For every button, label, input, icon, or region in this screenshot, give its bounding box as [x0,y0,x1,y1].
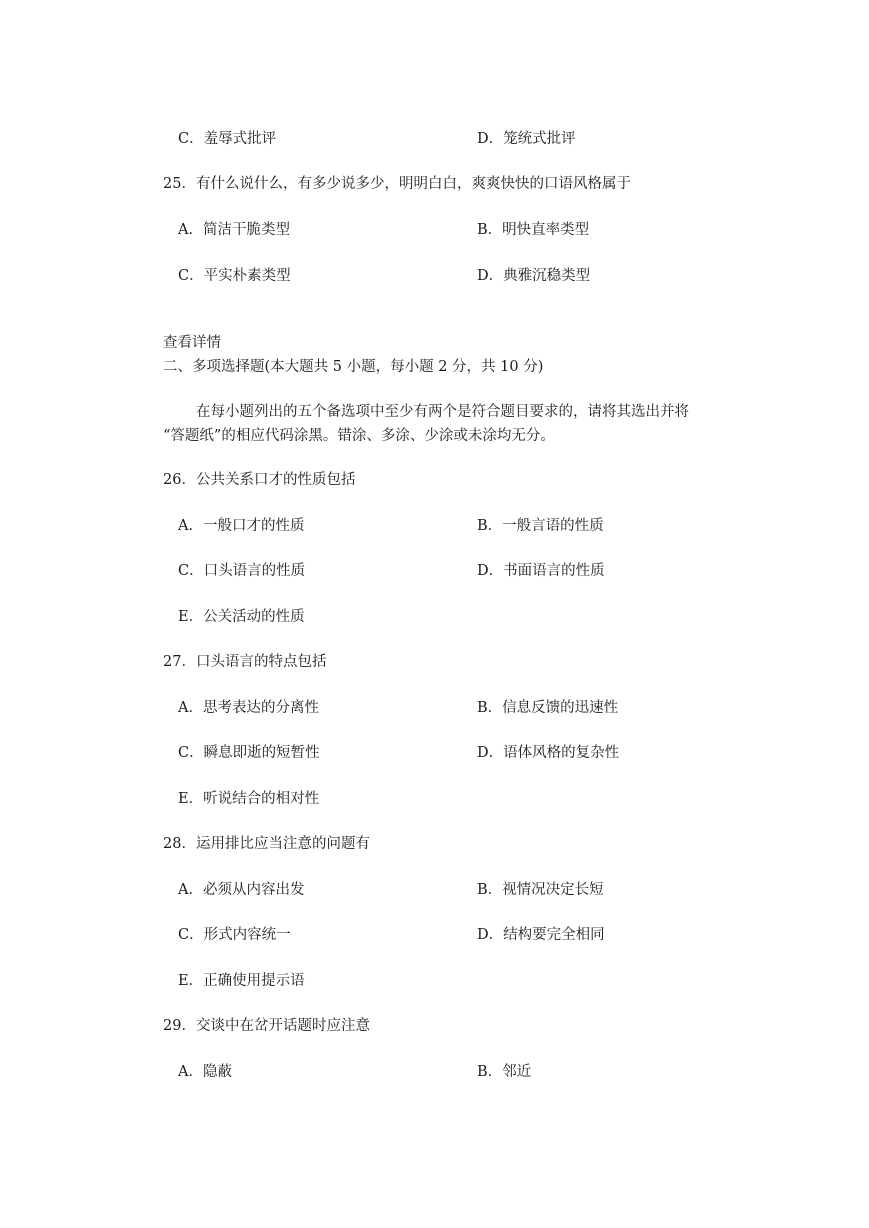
q26-option-b: B．一般言语的性质 [477,518,604,534]
q25-option-a: A．简洁干脆类型 [178,222,290,238]
q27-option-c: C．瞬息即逝的短暂性 [178,745,320,761]
option-d: D．笼统式批评 [477,131,576,147]
question-26-stem: 26．公共关系口才的性质包括 [163,472,356,488]
q28-option-d: D．结构要完全相同 [477,927,605,943]
q28-option-e: E．正确使用提示语 [178,973,305,989]
q27-option-d: D．语体风格的复杂性 [477,745,620,761]
q27-option-a: A．思考表达的分离性 [178,700,319,716]
q29-option-a: A．隐蔽 [178,1064,232,1080]
q29-option-b: B．邻近 [477,1064,532,1080]
q26-option-e: E．公关活动的性质 [178,609,305,625]
q27-option-b: B．信息反馈的迅速性 [477,700,619,716]
q27-option-e: E．听说结合的相对性 [178,791,320,807]
question-29-stem: 29．交谈中在岔开话题时应注意 [163,1018,370,1034]
q28-option-c: C．形式内容统一 [178,927,291,943]
q25-option-c: C．平实朴素类型 [178,268,291,284]
q26-option-c: C．口头语言的性质 [178,563,306,579]
question-28-stem: 28．运用排比应当注意的问题有 [163,836,370,852]
q26-option-d: D．书面语言的性质 [477,563,605,579]
q28-option-a: A．必须从内容出发 [178,882,305,898]
view-details-link[interactable]: 查看详情 [163,335,221,351]
section-2-heading: 二、多项选择题(本大题共 5 小题，每小题 2 分，共 10 分) [163,359,544,375]
q25-option-b: B．明快直率类型 [477,222,590,238]
q26-option-a: A．一般口才的性质 [178,518,305,534]
section-2-instruction-line2: “答题纸”的相应代码涂黑。错涂、多涂、少涂或未涂均无分。 [163,428,555,444]
question-25-stem: 25．有什么说什么，有多少说多少，明明白白，爽爽快快的口语风格属于 [163,176,631,192]
q25-option-d: D．典雅沉稳类型 [477,268,591,284]
question-27-stem: 27．口头语言的特点包括 [163,654,327,670]
q28-option-b: B．视情况决定长短 [477,882,604,898]
option-c: C．羞辱式批评 [178,131,277,147]
section-2-instruction-line1: 在每小题列出的五个备选项中至少有两个是符合题目要求的，请将其选出并将 [196,404,689,420]
